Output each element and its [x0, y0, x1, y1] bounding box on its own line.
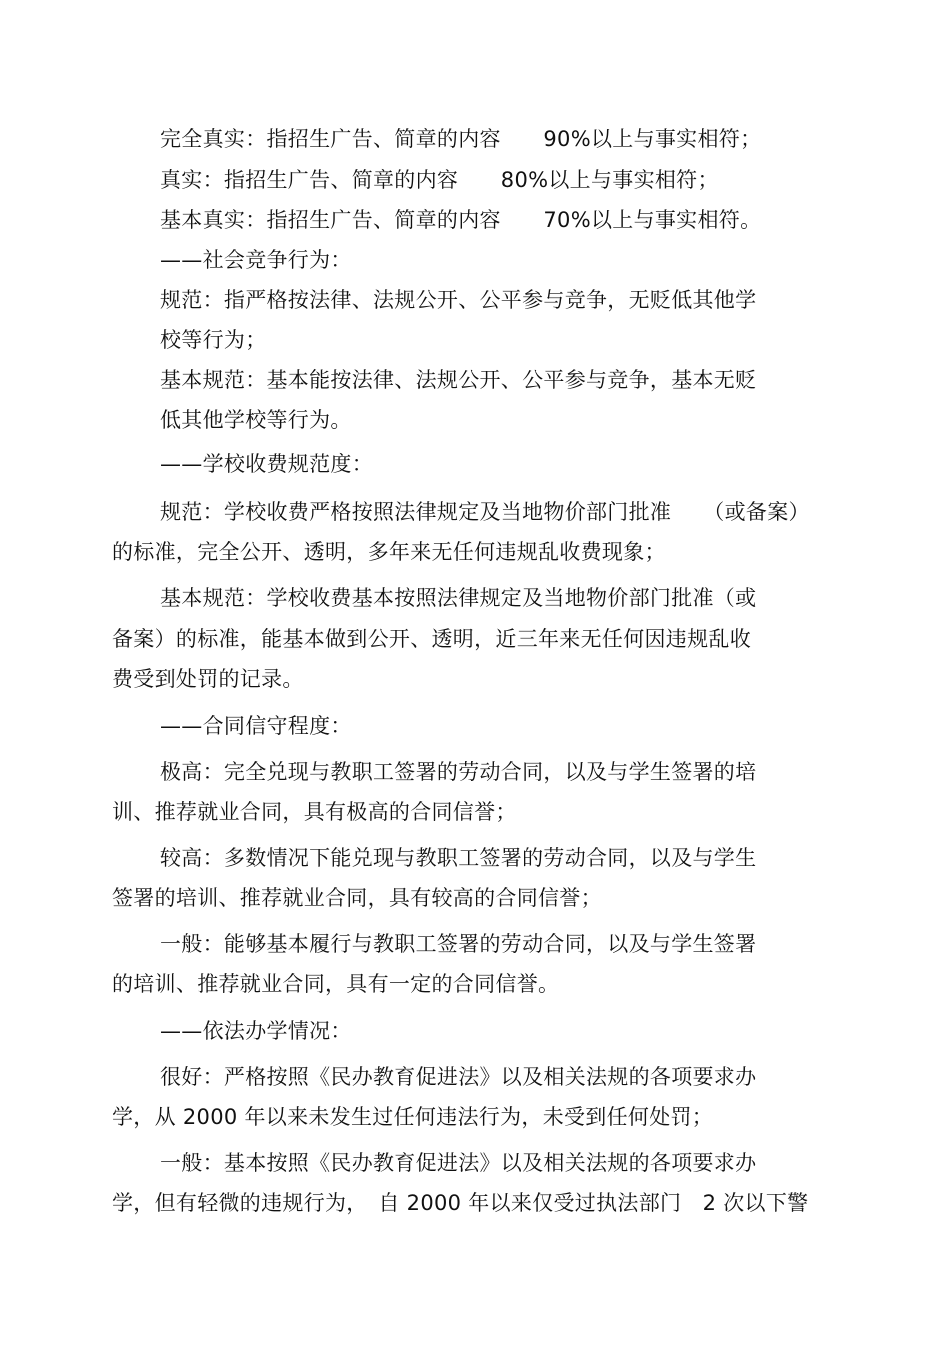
text-line-7: 基本规范：基本能按法律、法规公开、公平参与竞争，基本无贬: [160, 368, 757, 392]
section-heading-fees: ——学校收费规范度：: [160, 452, 373, 476]
text-line-3: 基本真实：指招生广告、简章的内容 70%以上与事实相符。: [160, 208, 762, 232]
text-line-2: 真实：指招生广告、简章的内容 80%以上与事实相符；: [160, 168, 719, 192]
text-line-1: 完全真实：指招生广告、简章的内容 90%以上与事实相符；: [160, 127, 762, 151]
text-line-10: 规范：学校收费严格按照法律规定及当地物价部门批准 （或备案）: [160, 500, 810, 524]
text-line-13: 备案）的标准，能基本做到公开、透明，近三年来无任何因违规乱收: [112, 627, 751, 651]
text-line-19: 签署的培训、推荐就业合同，具有较高的合同信誉；: [112, 886, 602, 910]
text-line-17: 训、推荐就业合同，具有极高的合同信誉；: [112, 800, 517, 824]
text-line-25: 一般：基本按照《民办教育促进法》以及相关法规的各项要求办: [160, 1151, 757, 1175]
text-line-23: 很好：严格按照《民办教育促进法》以及相关法规的各项要求办: [160, 1065, 757, 1089]
text-line-5: 规范：指严格按法律、法规公开、公平参与竞争，无贬低其他学: [160, 288, 757, 312]
text-line-18: 较高：多数情况下能兑现与教职工签署的劳动合同，以及与学生: [160, 846, 757, 870]
text-line-11: 的标准，完全公开、透明，多年来无任何违规乱收费现象；: [112, 540, 666, 564]
text-line-24: 学，从 2000 年以来未发生过任何违法行为，未受到任何处罚；: [112, 1105, 714, 1129]
section-heading-law: ——依法办学情况：: [160, 1019, 352, 1043]
text-line-6: 校等行为；: [160, 328, 267, 352]
section-heading-contracts: ——合同信守程度：: [160, 714, 352, 738]
text-line-26: 学，但有轻微的违规行为， 自 2000 年以来仅受过执法部门 2 次以下警: [112, 1191, 809, 1215]
text-line-21: 的培训、推荐就业合同，具有一定的合同信誉。: [112, 972, 560, 996]
text-line-16: 极高：完全兑现与教职工签署的劳动合同，以及与学生签署的培: [160, 760, 757, 784]
text-line-20: 一般：能够基本履行与教职工签署的劳动合同，以及与学生签署: [160, 932, 757, 956]
text-line-14: 费受到处罚的记录。: [112, 667, 304, 691]
text-line-8: 低其他学校等行为。: [160, 408, 352, 432]
section-heading-competition: ——社会竞争行为：: [160, 248, 352, 272]
text-line-12: 基本规范：学校收费基本按照法律规定及当地物价部门批准（或: [160, 586, 757, 610]
